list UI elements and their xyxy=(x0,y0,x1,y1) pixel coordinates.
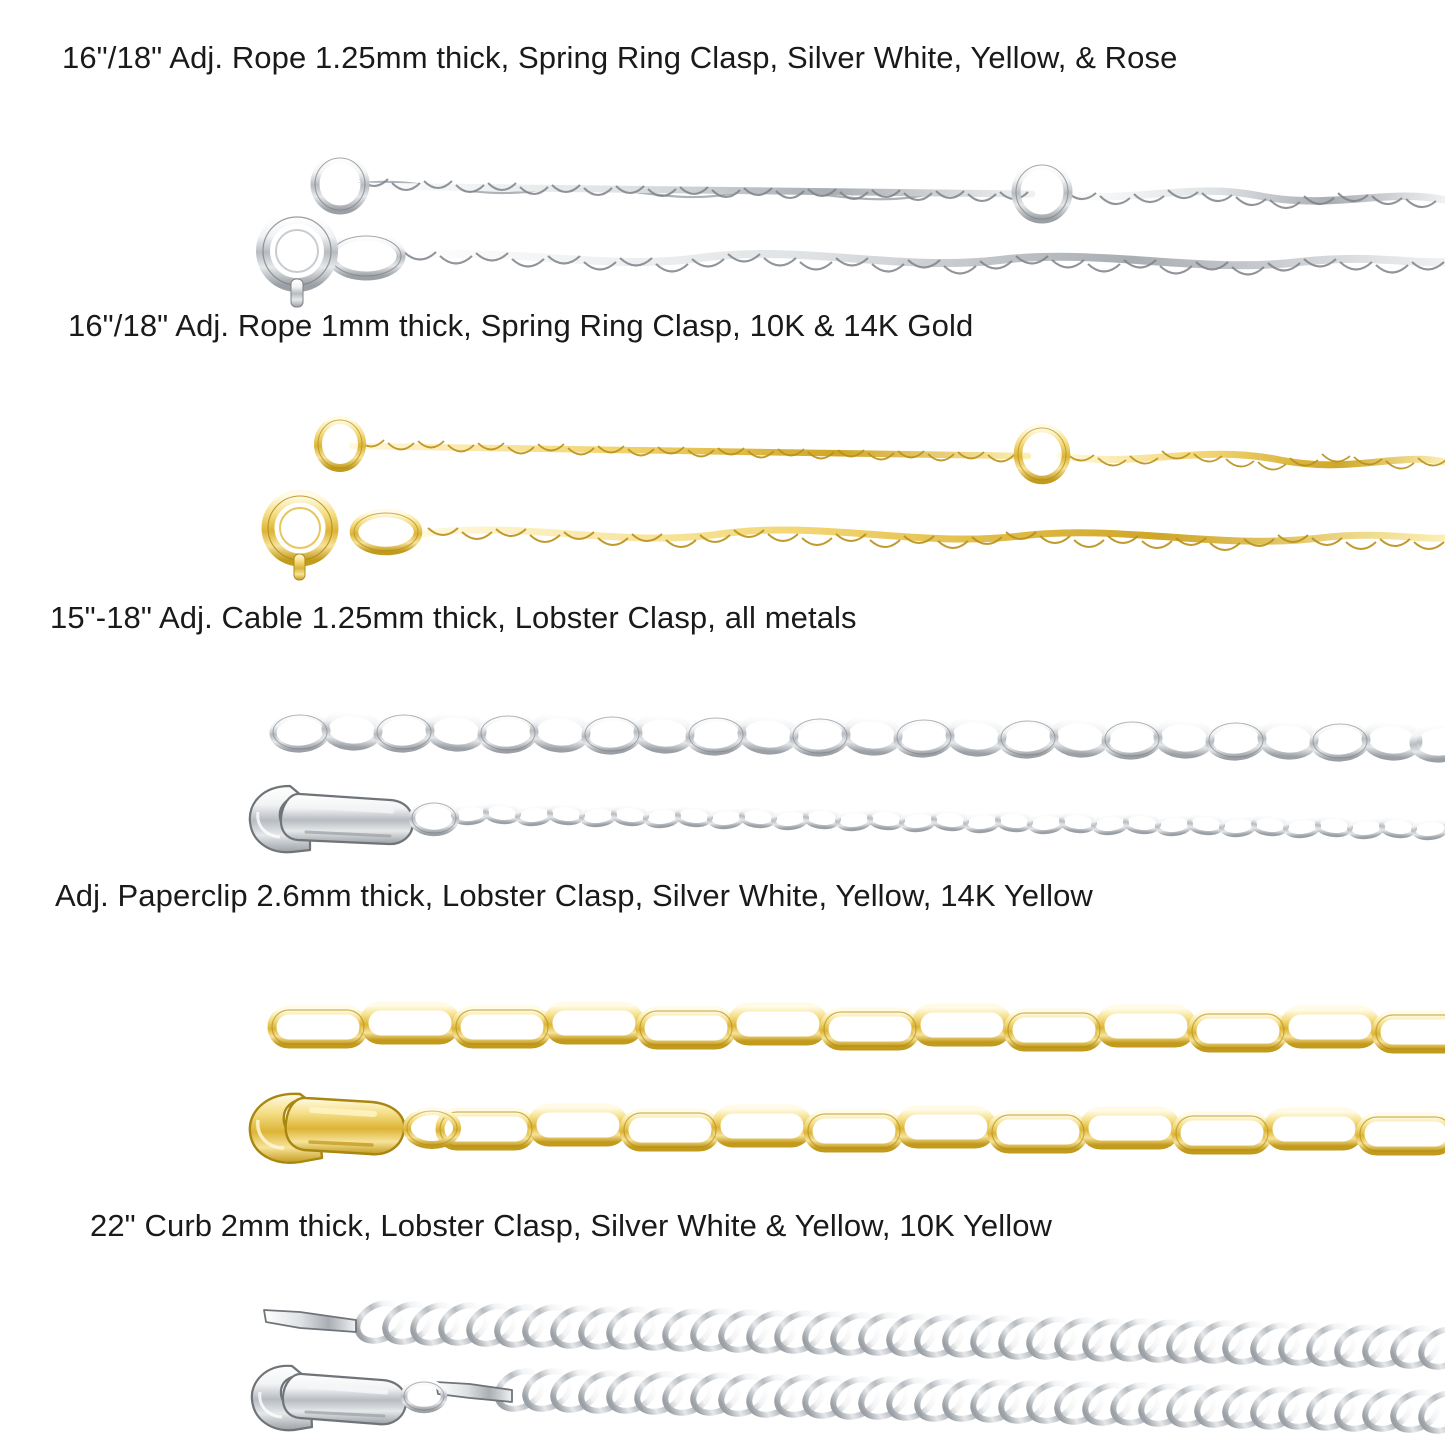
extender-links xyxy=(272,711,1445,761)
section-label-curb-silver: 22" Curb 2mm thick, Lobster Clasp, Silver White & Yellow, 10K Yellow xyxy=(90,1208,1053,1243)
lobster-clasp-gold xyxy=(250,1094,457,1163)
rope-strand-lower-gold xyxy=(420,528,1445,550)
chain-section-cable-silver xyxy=(0,600,1445,856)
cable-chain-links xyxy=(452,803,1445,840)
rope-strand-upper-gold xyxy=(352,440,1028,462)
rope-strand-upper-gold-right xyxy=(1060,451,1445,470)
rope-strand-upper xyxy=(352,179,1032,201)
spring-ring-clasp-gold xyxy=(268,496,332,580)
section-label-rope-silver: 16"/18" Adj. Rope 1.25mm thick, Spring Ring Clasp, Silver White, Yellow, & Rose xyxy=(62,40,1178,75)
paperclip-links-bottom xyxy=(440,1108,1445,1151)
chain-illustration-rope-gold xyxy=(0,344,1445,554)
chain-illustration-paperclip-gold xyxy=(0,914,1445,1174)
spring-ring-clasp xyxy=(263,217,331,307)
section-label-paperclip-gold: Adj. Paperclip 2.6mm thick, Lobster Clasp, Silver White, Yellow, 14K Yellow xyxy=(55,878,1093,913)
chain-illustration-rope-silver xyxy=(0,76,1445,276)
curb-links-top xyxy=(264,1296,1445,1375)
lobster-clasp xyxy=(250,786,456,852)
chain-section-paperclip-gold xyxy=(0,878,1445,1174)
section-label-rope-gold: 16"/18" Adj. Rope 1mm thick, Spring Ring Clasp, 10K & 14K Gold xyxy=(68,308,974,343)
curb-links-bottom xyxy=(436,1364,1445,1439)
chain-section-rope-silver xyxy=(0,40,1445,276)
chain-section-curb-silver xyxy=(0,1208,1445,1444)
chain-illustration-curb-silver xyxy=(0,1244,1445,1444)
rope-strand-lower xyxy=(395,252,1445,275)
chain-section-rope-gold xyxy=(0,308,1445,554)
lobster-clasp-curb xyxy=(252,1366,444,1430)
rope-strand-upper-right xyxy=(1062,190,1445,208)
connector-ring-gold xyxy=(354,513,418,551)
connector-ring xyxy=(331,236,401,276)
chain-end-tip xyxy=(264,1310,356,1332)
section-label-cable-silver: 15"-18" Adj. Cable 1.25mm thick, Lobster Clasp, all metals xyxy=(50,600,857,635)
chain-illustration-cable-silver xyxy=(0,636,1445,856)
